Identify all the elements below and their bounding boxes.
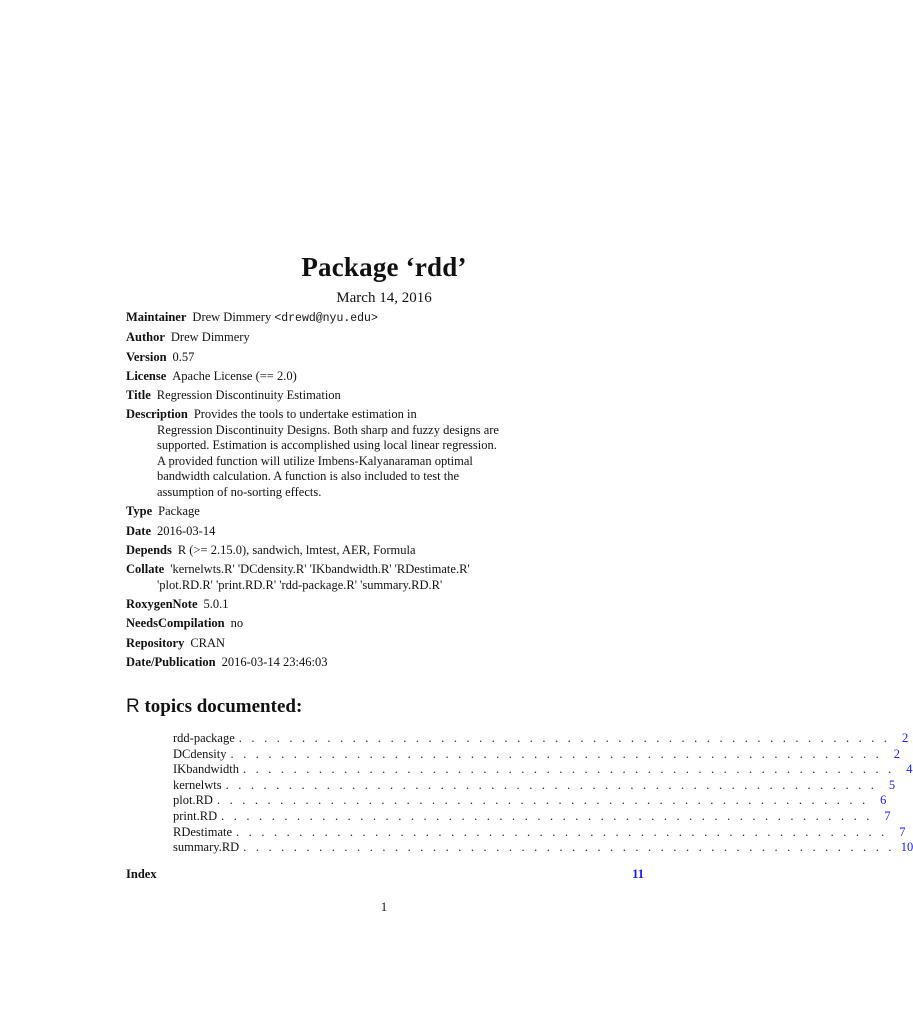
topics-heading-r: R bbox=[126, 696, 140, 717]
toc-item-name: print.RD bbox=[173, 808, 218, 823]
field-license bbox=[126, 369, 646, 385]
toc-leader-dots: . . . . . . . . . . . . . . . . . . . . . . . . . . . . . . . . . . . . . . . . . . . . . . . . . . . . bbox=[236, 824, 888, 839]
toc-page-link[interactable]: 2 bbox=[893, 746, 900, 761]
field-value: 5.0.1 bbox=[203, 596, 229, 611]
field-key: Type bbox=[126, 504, 153, 519]
field-key: Collate bbox=[126, 562, 165, 577]
toc-leader-dots: . . . . . . . . . . . . . . . . . . . . . . . . . . . . . . . . . . . . . . . . . . . . . . . . . . . . bbox=[238, 731, 891, 745]
toc-item-name: kernelwts bbox=[173, 777, 222, 792]
field-key: NeedsCompilation bbox=[126, 616, 225, 631]
field-key: Title bbox=[126, 388, 151, 403]
field-value: CRAN bbox=[190, 635, 226, 650]
description-line: bandwidth calculation. A function is also included to test the bbox=[157, 469, 460, 484]
toc-page-link[interactable]: 4 bbox=[906, 762, 913, 777]
toc-item-name: DCdensity bbox=[173, 746, 227, 761]
field-repository bbox=[126, 636, 646, 652]
toc-leader-dots: . . . . . . . . . . . . . . . . . . . . . . . . . . . . . . . . . . . . . . . . . . . . . . . . . . . . bbox=[243, 840, 895, 855]
field-collate bbox=[126, 562, 646, 593]
field-value: 0.57 bbox=[172, 349, 195, 364]
field-key: Description bbox=[126, 407, 188, 422]
toc-leader-dots: . . . . . . . . . . . . . . . . . . . . . . . . . . . . . . . . . . . . . . . . . . . . . . . . . . . . bbox=[221, 808, 873, 823]
field-type bbox=[126, 504, 646, 520]
description-line: assumption of no-sorting effects. bbox=[157, 484, 322, 499]
toc-page-link[interactable]: 5 bbox=[888, 777, 896, 792]
page-number: 1 bbox=[380, 900, 388, 914]
field-title bbox=[126, 388, 646, 404]
toc-item-rdestimate[interactable] bbox=[173, 824, 906, 841]
toc-item-name: plot.RD bbox=[173, 793, 213, 808]
description-line: Regression Discontinuity Designs. Both sharp and fuzzy designs are bbox=[157, 422, 499, 437]
field-key: Repository bbox=[126, 635, 185, 650]
description-fields bbox=[126, 310, 646, 674]
field-key: RoxygenNote bbox=[126, 596, 198, 611]
maintainer-email: <drewd@nyu.edu> bbox=[274, 312, 378, 325]
toc-item-rdd-package[interactable] bbox=[173, 731, 909, 747]
toc-leader-dots: . . . . . . . . . . . . . . . . . . . . . . . . . . . . . . . . . . . . . . . . . . . . . . . . . . . . bbox=[225, 777, 878, 792]
toc-page-link[interactable]: 10 bbox=[900, 840, 913, 855]
table-of-contents bbox=[173, 731, 913, 856]
field-author bbox=[126, 330, 646, 346]
field-value: Package bbox=[158, 504, 200, 519]
description-line: supported. Estimation is accomplished using local linear regression. bbox=[157, 438, 497, 453]
toc-leader-dots: . . . . . . . . . . . . . . . . . . . . . . . . . . . . . . . . . . . . . . . . . . . . . . . . . . . . bbox=[242, 762, 895, 777]
field-key: Date bbox=[126, 523, 151, 538]
description-line: A provided function will utilize Imbens-Kalyanaraman optimal bbox=[157, 453, 473, 468]
field-description bbox=[126, 407, 646, 500]
package-date: March 14, 2016 bbox=[336, 290, 432, 306]
field-value: R (>= 2.15.0), sandwich, lmtest, AER, Formula bbox=[177, 542, 416, 557]
field-key: License bbox=[126, 368, 167, 383]
toc-page-link[interactable]: 7 bbox=[899, 824, 906, 839]
topics-heading-text: topics documented: bbox=[144, 696, 303, 717]
field-value: Apache License (== 2.0) bbox=[172, 368, 297, 383]
field-value: 2016-03-14 23:46:03 bbox=[221, 654, 328, 669]
field-key: Maintainer bbox=[126, 310, 187, 324]
field-roxygen-note bbox=[126, 597, 646, 613]
field-needs-compilation bbox=[126, 616, 646, 632]
description-line: Provides the tools to undertake estimation in bbox=[193, 407, 417, 422]
toc-leader-dots: . . . . . . . . . . . . . . . . . . . . . . . . . . . . . . . . . . . . . . . . . . . . . . . . . . . . bbox=[216, 793, 869, 808]
toc-item-print-rd[interactable] bbox=[173, 808, 891, 825]
field-key: Version bbox=[126, 349, 167, 364]
field-key: Author bbox=[126, 330, 165, 345]
field-key: Date/Publication bbox=[126, 654, 216, 669]
field-date-publication bbox=[126, 655, 646, 671]
toc-item-name: RDestimate bbox=[173, 824, 233, 839]
toc-page-link[interactable]: 2 bbox=[902, 731, 909, 745]
topics-heading bbox=[126, 696, 302, 718]
toc-item-kernelwts[interactable] bbox=[173, 777, 896, 794]
field-key: Depends bbox=[126, 542, 172, 557]
toc-page-link[interactable]: 6 bbox=[880, 793, 887, 808]
toc-index-row[interactable] bbox=[126, 867, 644, 882]
field-version bbox=[126, 350, 646, 366]
collate-line: 'kernelwts.R' 'DCdensity.R' 'IKbandwidth.R' 'RDestimate.R' bbox=[170, 562, 470, 577]
collate-line: 'plot.RD.R' 'print.RD.R' 'rdd-package.R' 'summary.RD.R' bbox=[157, 577, 443, 592]
field-value: Drew Dimmery bbox=[170, 330, 250, 345]
index-label: Index bbox=[126, 867, 157, 881]
maintainer-name: Drew Dimmery bbox=[192, 310, 272, 324]
field-date bbox=[126, 524, 646, 540]
package-title: Package ‘rdd’ bbox=[301, 252, 467, 282]
field-depends bbox=[126, 543, 646, 559]
field-value: Regression Discontinuity Estimation bbox=[156, 388, 341, 403]
toc-leader-dots: . . . . . . . . . . . . . . . . . . . . . . . . . . . . . . . . . . . . . . . . . . . . . . . . . . . . bbox=[230, 746, 882, 761]
toc-item-summary-rd[interactable] bbox=[173, 840, 913, 856]
field-maintainer bbox=[126, 310, 646, 327]
toc-item-name: IKbandwidth bbox=[173, 762, 239, 777]
toc-item-name: summary.RD bbox=[173, 840, 240, 855]
field-value: 2016-03-14 bbox=[157, 523, 216, 538]
toc-item-dcdensity[interactable] bbox=[173, 746, 900, 763]
index-page-link[interactable]: 11 bbox=[632, 867, 644, 881]
toc-item-name: rdd-package bbox=[173, 731, 235, 745]
toc-page-link[interactable]: 7 bbox=[884, 808, 891, 823]
toc-item-ikbandwidth[interactable] bbox=[173, 762, 913, 778]
field-value: no bbox=[230, 616, 244, 631]
toc-item-plot-rd[interactable] bbox=[173, 793, 887, 809]
